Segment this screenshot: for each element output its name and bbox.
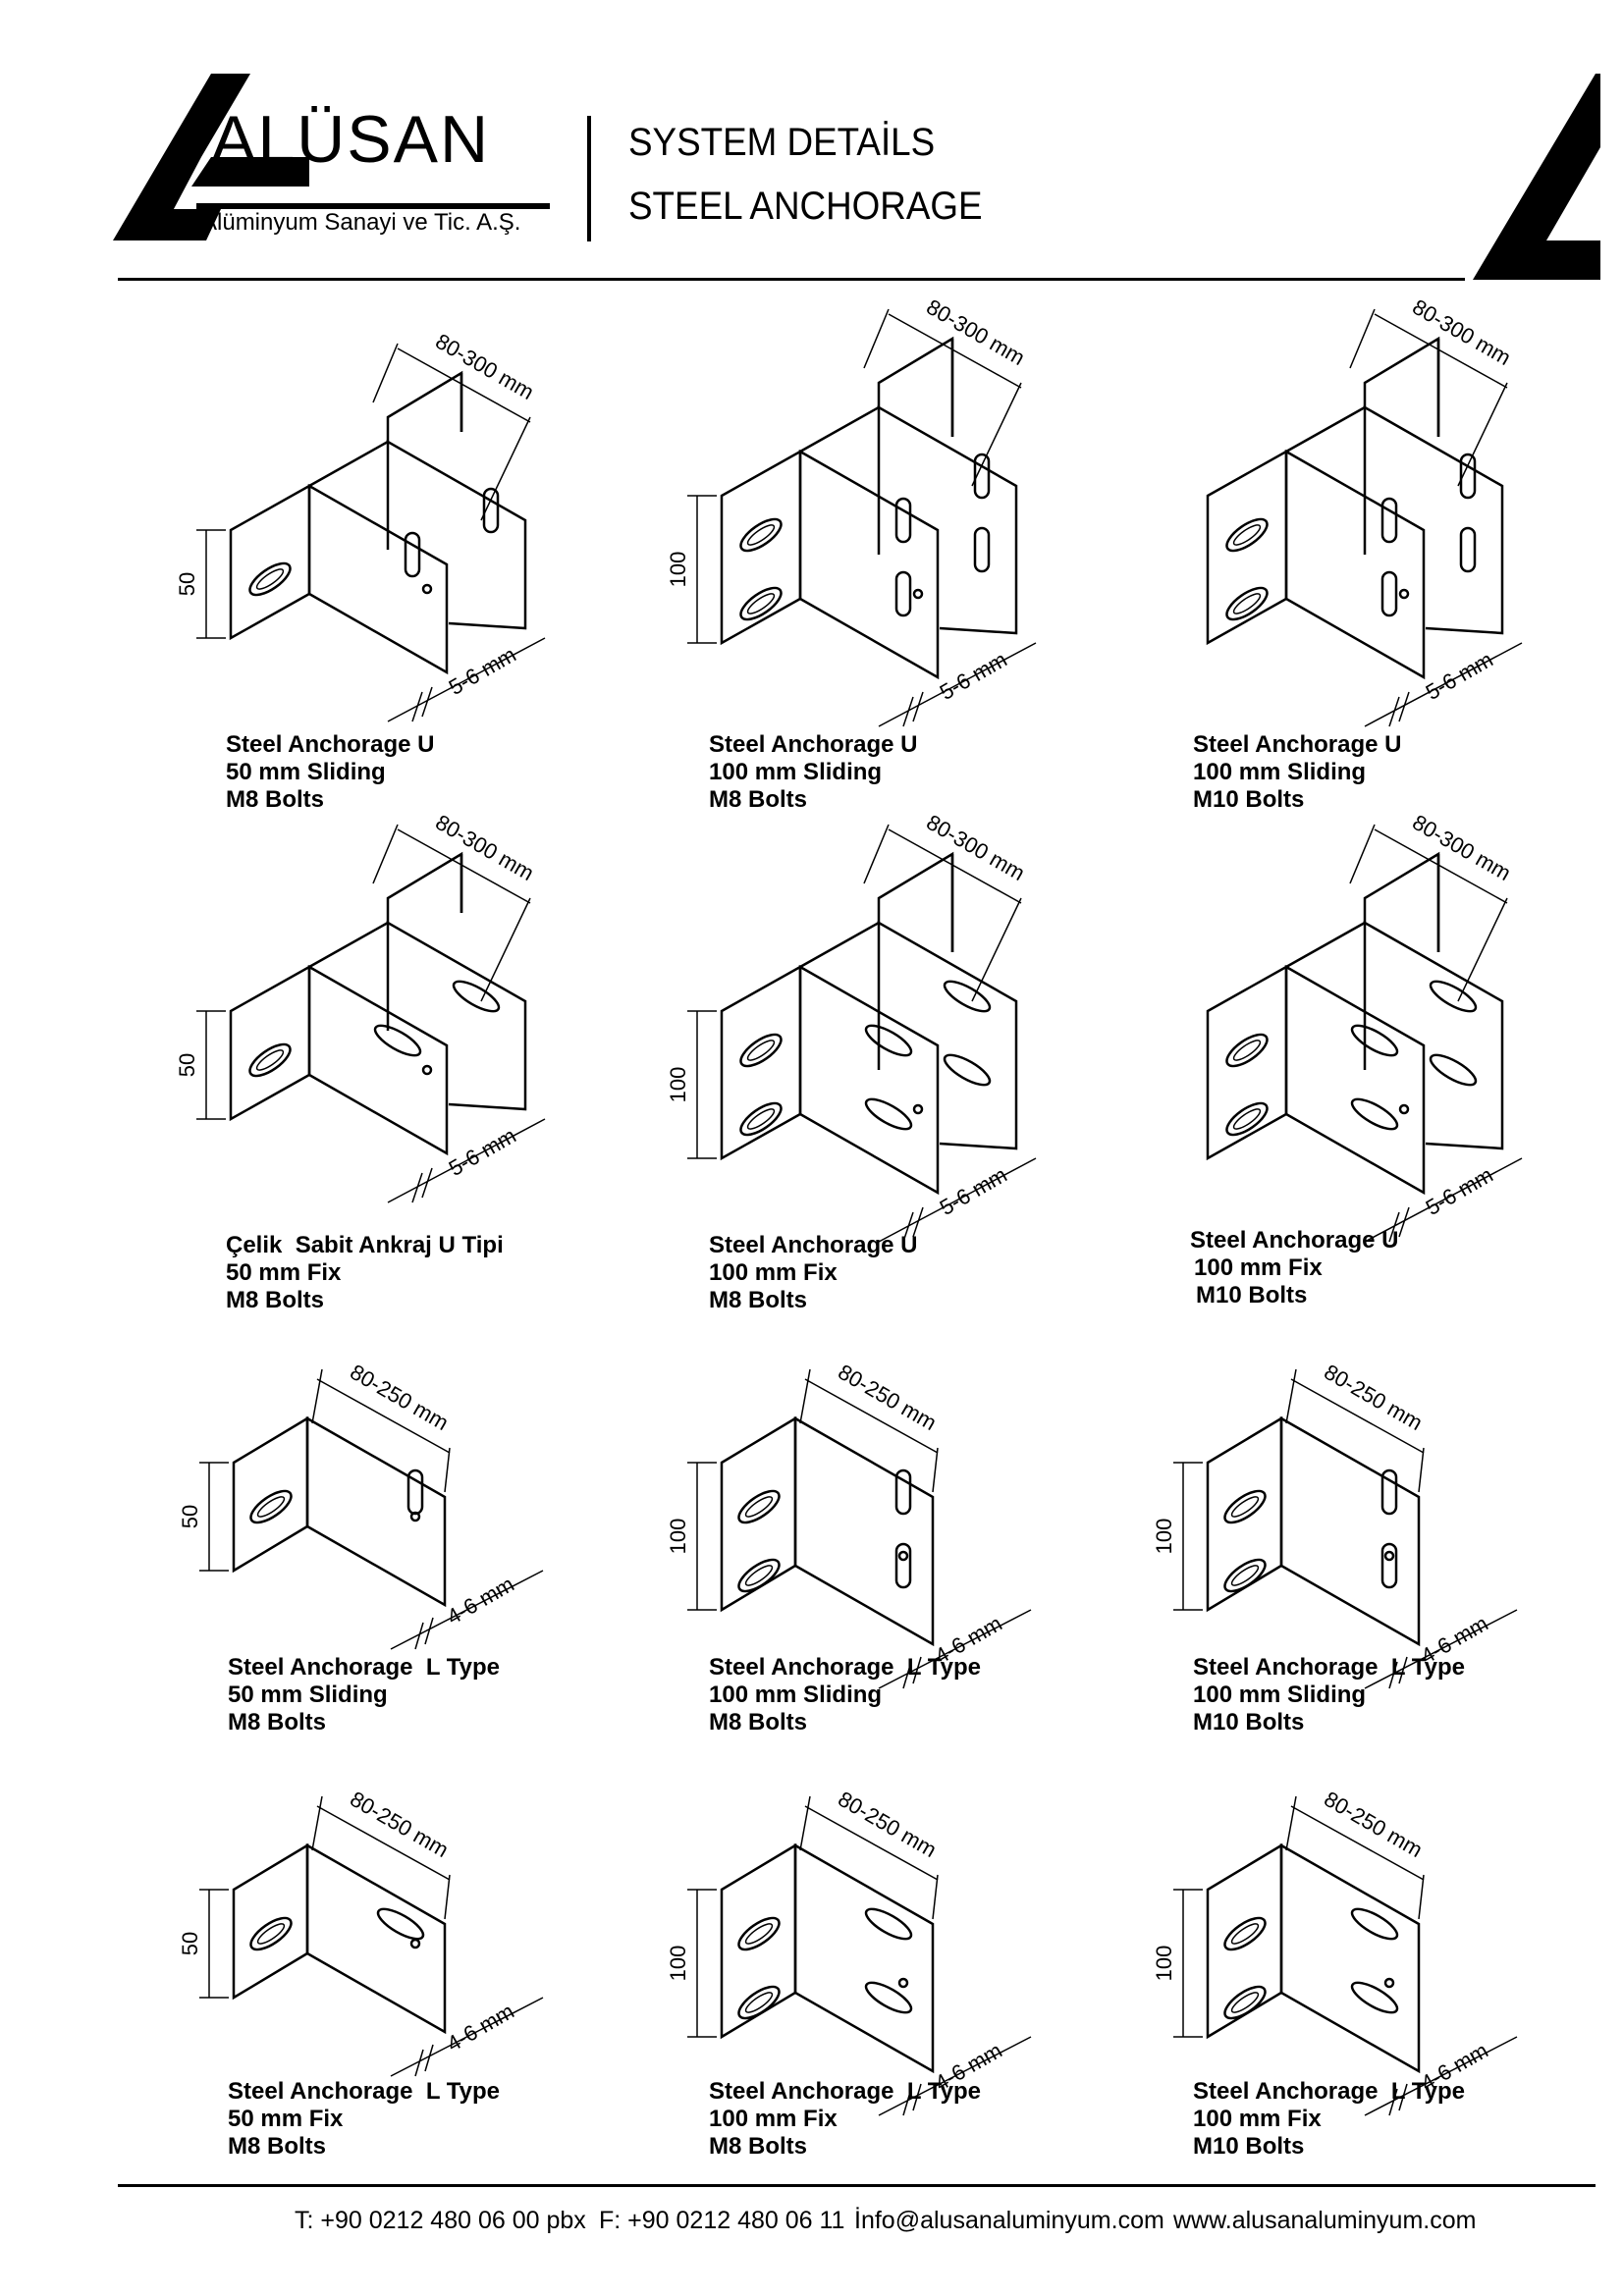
- dim-width-label: 80-300 mm: [1408, 809, 1516, 886]
- footer-website[interactable]: www.alusanaluminyum.com: [1173, 2207, 1477, 2234]
- title-line2: STEEL ANCHORAGE: [628, 185, 983, 228]
- dim-height-label: 100: [666, 1518, 690, 1555]
- u-anchor-drawing: [666, 810, 1036, 1242]
- dim-width-label: 80-250 mm: [346, 1359, 454, 1436]
- dim-thickness-label: 5-6 mm: [1421, 647, 1497, 705]
- footer-rule: [118, 2184, 1596, 2187]
- l-anchor-drawing: [178, 1787, 543, 2076]
- dim-height-label: 100: [1152, 1518, 1176, 1555]
- dim-width-label: 80-250 mm: [834, 1786, 942, 1863]
- company-line: Alüminyum Sanayi ve Tic. A.Ş.: [201, 209, 521, 236]
- dim-thickness-label: 4-6 mm: [930, 2038, 1006, 2096]
- dim-width-label: 80-250 mm: [1320, 1359, 1428, 1436]
- product-caption-12: Steel Anchorage L Type 100 mm Fix M10 Bolts: [1193, 2078, 1465, 2160]
- dim-height-label: 100: [666, 1066, 690, 1103]
- product-caption-11: Steel Anchorage L Type 100 mm Fix M8 Bolts: [709, 2078, 981, 2160]
- dim-thickness-label: 4-6 mm: [1416, 2038, 1492, 2096]
- dim-width-label: 80-250 mm: [1320, 1786, 1428, 1863]
- product-caption-1: Steel Anchorage U 50 mm Sliding M8 Bolts: [226, 731, 435, 813]
- dim-width-label: 80-300 mm: [431, 328, 539, 405]
- dim-height-label: 50: [178, 1931, 202, 1956]
- dim-width-label: 80-300 mm: [431, 809, 539, 886]
- dim-height-label: 100: [666, 551, 690, 588]
- product-caption-8: Steel Anchorage L Type 100 mm Sliding M8 Bolts: [709, 1654, 981, 1735]
- dim-thickness-label: 5-6 mm: [1421, 1162, 1497, 1220]
- title-line1: SYSTEM DETAİLS: [628, 121, 936, 164]
- l-anchor-drawing: [1152, 1360, 1517, 1688]
- u-anchor-drawing: [175, 329, 545, 721]
- dim-thickness-label: 5-6 mm: [935, 647, 1011, 705]
- l-anchor-drawing: [1152, 1787, 1517, 2115]
- dim-thickness-label: 5-6 mm: [444, 1123, 520, 1181]
- dim-thickness-label: 4-6 mm: [930, 1611, 1006, 1669]
- product-caption-4: Çelik Sabit Ankraj U Tipi 50 mm Fix M8 Bolts: [226, 1232, 504, 1313]
- u-anchor-drawing: [175, 810, 545, 1202]
- l-anchor-drawing: [666, 1787, 1031, 2115]
- footer-email[interactable]: İnfo@alusanaluminyum.com: [854, 2207, 1164, 2234]
- dim-height-label: 100: [1152, 1945, 1176, 1982]
- dim-thickness-label: 4-6 mm: [1416, 1611, 1492, 1669]
- product-caption-5: Steel Anchorage U 100 mm Fix M8 Bolts: [709, 1232, 918, 1313]
- product-caption-9: Steel Anchorage L Type 100 mm Sliding M10 Bolts: [1193, 1654, 1465, 1735]
- dim-height-label: 50: [178, 1504, 202, 1529]
- product-caption-10: Steel Anchorage L Type 50 mm Fix M8 Bolts: [228, 2078, 500, 2160]
- dim-width-label: 80-250 mm: [346, 1786, 454, 1863]
- footer-phone: T: +90 0212 480 06 00 pbx: [295, 2207, 586, 2234]
- dim-height-label: 100: [666, 1945, 690, 1982]
- product-caption-2: Steel Anchorage U 100 mm Sliding M8 Bolts: [709, 731, 918, 813]
- dim-thickness-label: 5-6 mm: [444, 642, 520, 700]
- product-caption-6: Steel Anchorage U 100 mm Fix M10 Bolts: [1190, 1227, 1399, 1308]
- dim-thickness-label: 5-6 mm: [935, 1162, 1011, 1220]
- dim-thickness-label: 4-6 mm: [442, 1999, 518, 2056]
- u-anchor-drawing: [1208, 810, 1522, 1242]
- brand-name: ALÜSAN: [211, 102, 491, 177]
- footer-fax: F: +90 0212 480 06 11: [599, 2207, 845, 2234]
- u-anchor-drawing: [666, 294, 1036, 726]
- dim-width-label: 80-300 mm: [922, 809, 1030, 886]
- dim-width-label: 80-250 mm: [834, 1359, 942, 1436]
- dim-thickness-label: 4-6 mm: [442, 1572, 518, 1629]
- l-anchor-drawing: [178, 1360, 543, 1649]
- dim-width-label: 80-300 mm: [922, 294, 1030, 371]
- dim-height-label: 50: [175, 571, 199, 597]
- product-caption-3: Steel Anchorage U 100 mm Sliding M10 Bolts: [1193, 731, 1402, 813]
- l-anchor-drawing: [666, 1360, 1031, 1688]
- u-anchor-drawing: [1208, 294, 1522, 726]
- dim-width-label: 80-300 mm: [1408, 294, 1516, 371]
- dim-height-label: 50: [175, 1052, 199, 1078]
- product-caption-7: Steel Anchorage L Type 50 mm Sliding M8 Bolts: [228, 1654, 500, 1735]
